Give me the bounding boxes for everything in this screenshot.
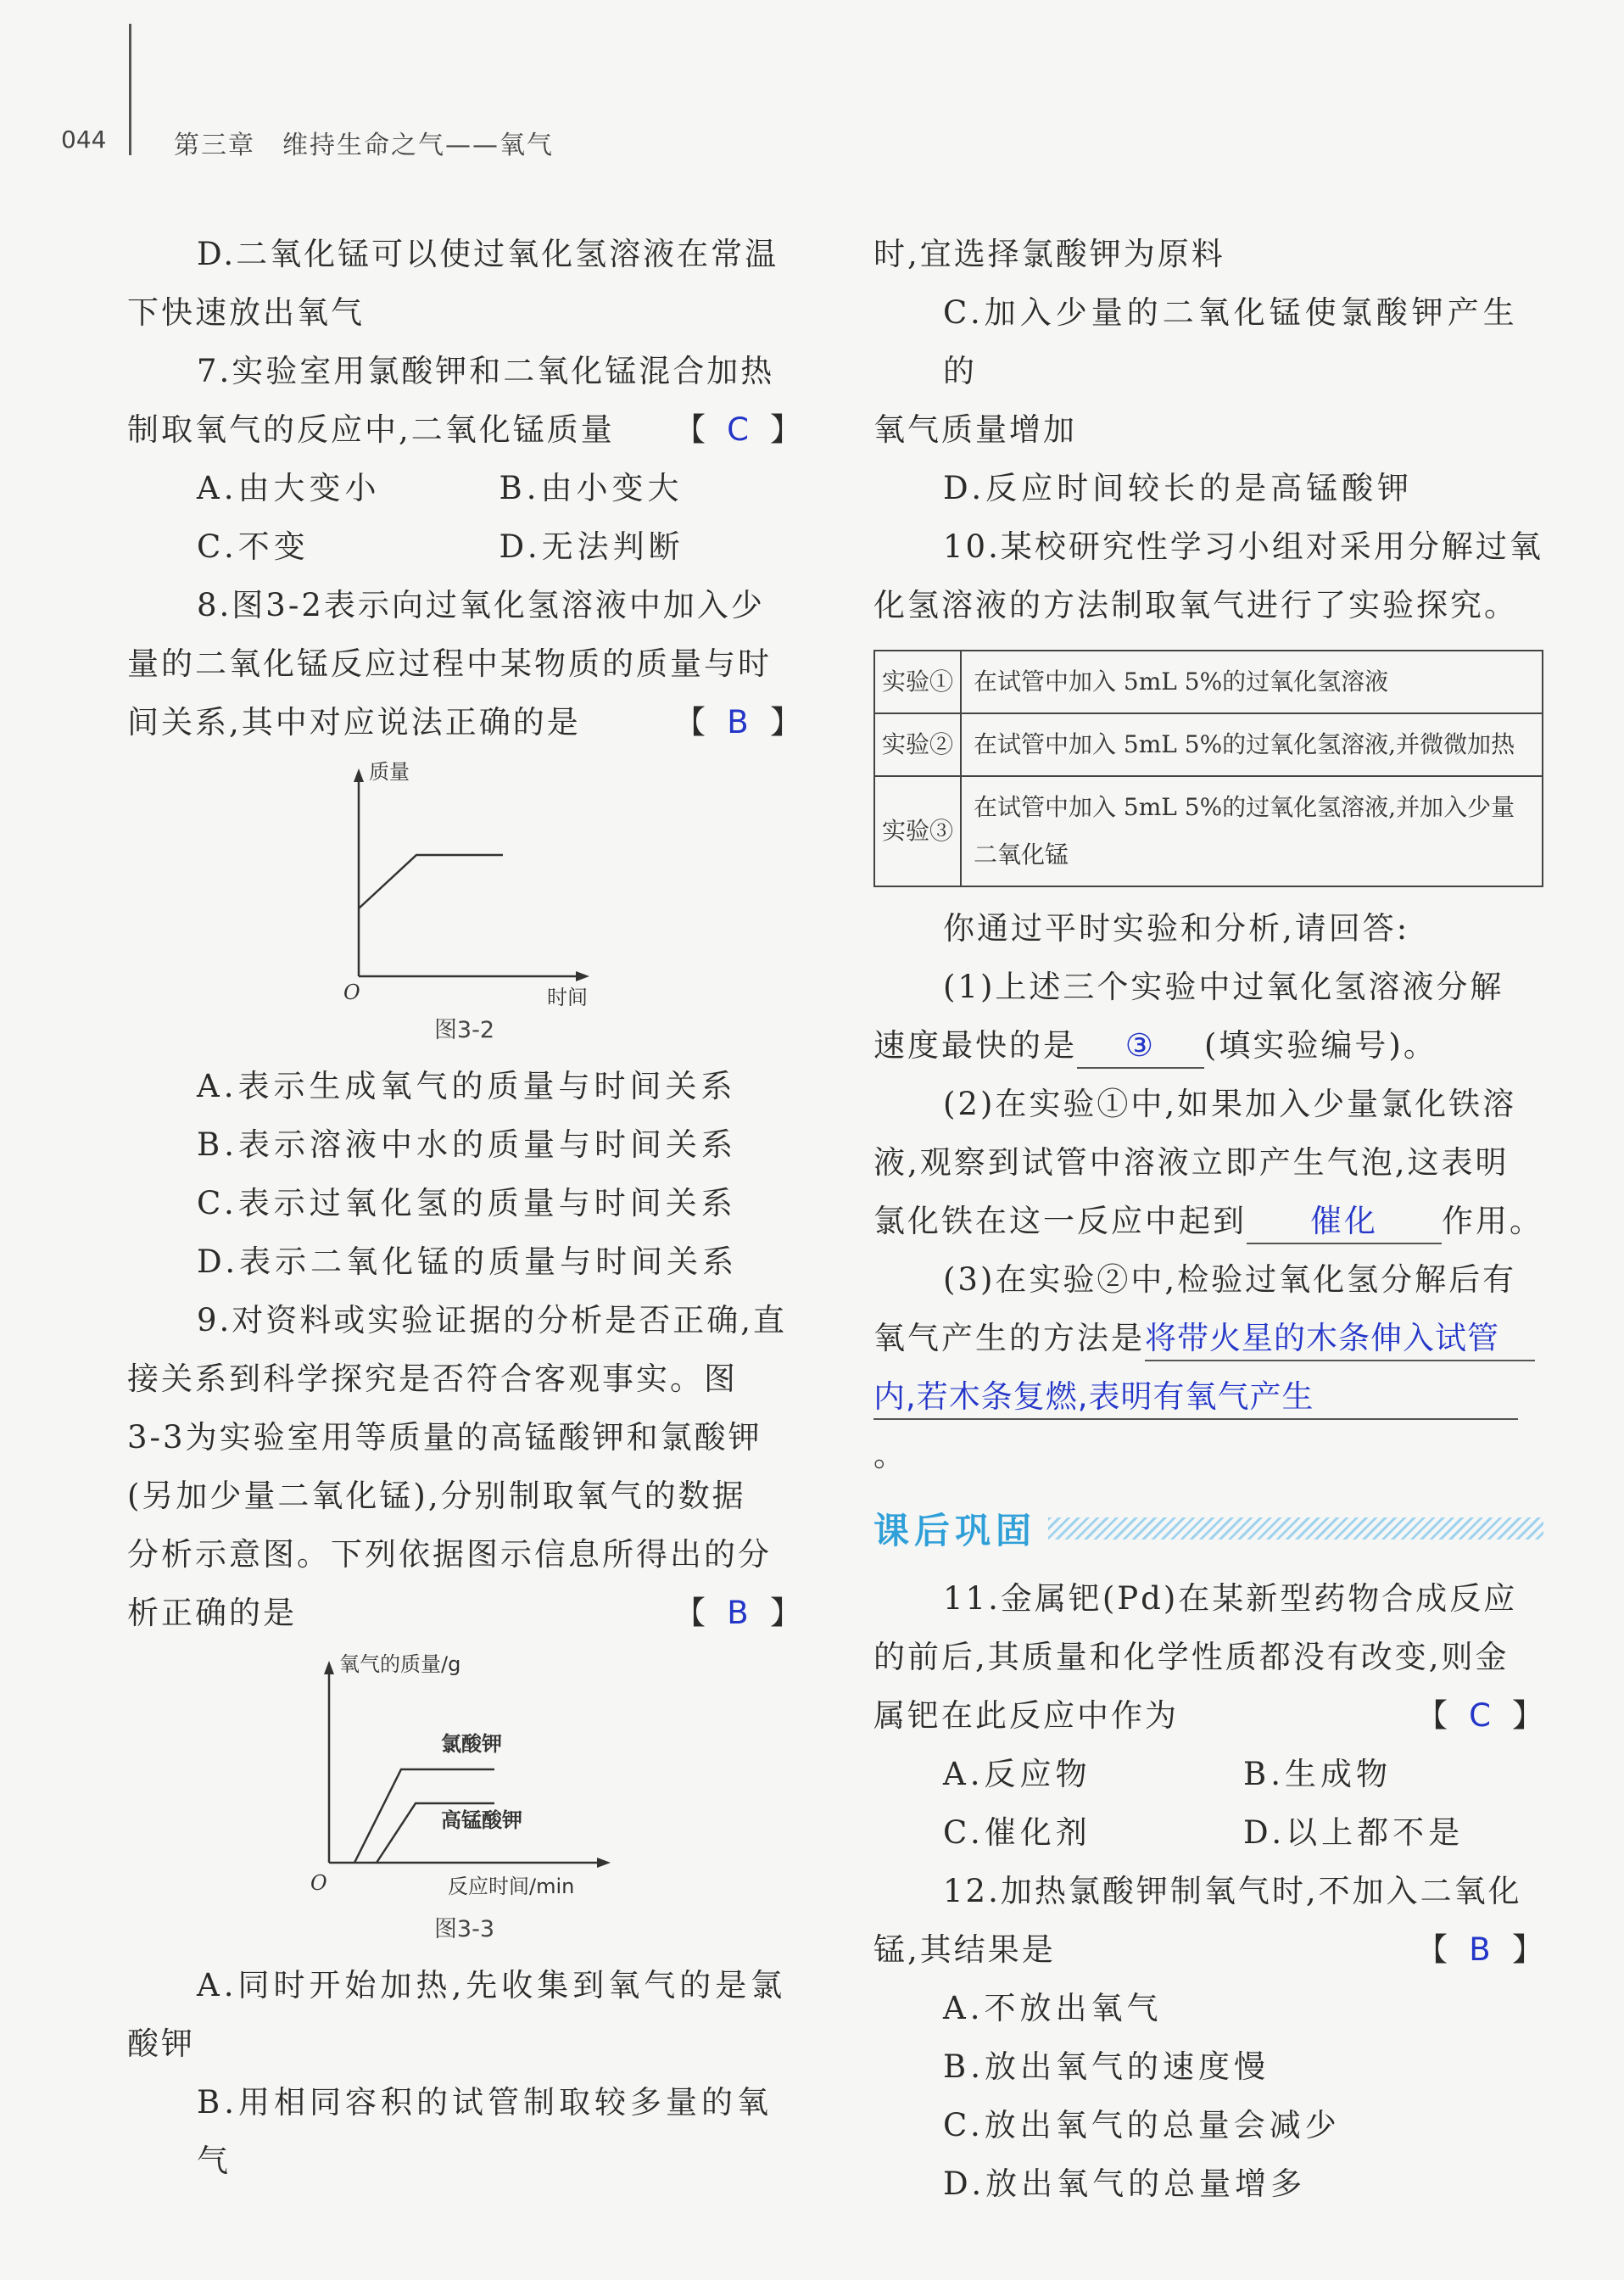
figure-3-3-caption: 图3-3 (433, 1916, 495, 1942)
series-label-permanganate: 高锰酸钾 (440, 1808, 522, 1832)
q12-answer: B (1469, 1931, 1491, 1968)
q7-answer: C (727, 411, 749, 448)
q11-answer-bracket: 【 C 】 (1416, 1697, 1543, 1734)
x-axis-label: 时间 (546, 986, 588, 1006)
q9-option-c-cont: 氧气质量增加 (873, 411, 1077, 448)
q12-stem-line: 锰,其结果是 【 B 】 (873, 1920, 1543, 1979)
q12-stem: 12.加热氯酸钾制氧气时,不加入二氧化 (943, 1873, 1522, 1909)
figure-3-2-caption: 图3-2 (433, 1017, 495, 1043)
y-axis-arrow (354, 768, 364, 782)
y-axis-label: 质量 (368, 760, 410, 784)
q7-answer-bracket: 【 C 】 (674, 411, 801, 448)
q8-option-a: A.表示生成氧气的质量与时间关系 (197, 1068, 737, 1104)
q9-option-b-cont: 时,宜选择氯酸钾为原料 (873, 236, 1225, 272)
table-cell-text: 在试管中加入 5mL 5%的过氧化氢溶液 (961, 651, 1543, 713)
q9-option-a: A.同时开始加热,先收集到氧气的是氯 (197, 1967, 787, 2003)
figure-3-2 (127, 760, 801, 1052)
q10-sub1-answer-line: 速度最快的是 ③ (填实验编号)。 (873, 1016, 1543, 1075)
table-cell-label: 实验③ (874, 776, 961, 886)
y-axis-label: 氧气的质量/g (338, 1652, 460, 1676)
q11-stem-cont: 的前后,其质量和化学性质都没有改变,则金 (873, 1639, 1510, 1675)
series-label-chlorate: 氯酸钾 (440, 1732, 502, 1756)
q10-stem: 10.某校研究性学习小组对采用分解过氧 (943, 528, 1543, 565)
table-cell-label: 实验② (874, 713, 961, 776)
q12-option-a: A.不放出氧气 (943, 1990, 1163, 2026)
q10-sub3-answer-cont: 内,若木条复燃,表明有氧气产生。 (873, 1367, 1543, 1484)
table-row (874, 776, 1543, 886)
q11-options-row2 (873, 1803, 1543, 1862)
mass-curve (359, 855, 503, 908)
option: D.无法判断 (499, 528, 684, 565)
q9-option-b: B.用相同容积的试管制取较多量的氧气 (197, 2084, 773, 2179)
page-number: 044 (61, 126, 107, 154)
q10-intro: 你通过平时实验和分析,请回答: (943, 910, 1410, 947)
y-axis-arrow (324, 1661, 334, 1674)
q10-sub3: (3)在实验②中,检验过氧化氢分解后有 (943, 1261, 1517, 1298)
header-rule (129, 24, 131, 155)
q8-answer: B (727, 704, 749, 740)
q9-stem-cont: (另加少量二氧化锰),分别制取氧气的数据 (127, 1478, 746, 1514)
option: A.反应物 (943, 1756, 1091, 1792)
table-cell-label: 实验① (874, 651, 961, 713)
q9-stem-line: 析正确的是 【 B 】 (127, 1584, 801, 1642)
q12-option-b: B.放出氧气的速度慢 (943, 2048, 1270, 2085)
table-cell-text: 在试管中加入 5mL 5%的过氧化氢溶液,并加入少量二氧化锰 (961, 776, 1543, 886)
option: D.以上都不是 (1243, 1814, 1465, 1851)
x-axis-label: 反应时间/min (447, 1875, 574, 1898)
q9-option-a-cont: 酸钾 (127, 2026, 195, 2062)
q6-option-d-cont: 下快速放出氧气 (127, 294, 365, 331)
x-axis-arrow (597, 1858, 611, 1868)
figure-3-3-graph (295, 1651, 634, 1905)
q7-stem-line: 制取氧气的反应中,二氧化锰质量 【 C 】 (127, 400, 801, 459)
figure-3-3 (127, 1651, 801, 1951)
q8-stem-line: 间关系,其中对应说法正确的是 【 B 】 (127, 693, 801, 752)
q11-answer: C (1469, 1697, 1491, 1734)
q9-option-c: C.加入少量的二氧化锰使氯酸钾产生的 (943, 294, 1519, 389)
q10-sub1-answer: ③ (1077, 1025, 1204, 1069)
table-cell-text: 在试管中加入 5mL 5%的过氧化氢溶液,并微微加热 (961, 713, 1543, 776)
section-title-stripe (1048, 1517, 1543, 1540)
right-column (873, 225, 1543, 2213)
q9-stem: 9.对资料或实验证据的分析是否正确,直 (197, 1302, 788, 1338)
q8-option-d: D.表示二氧化锰的质量与时间关系 (197, 1243, 739, 1280)
q10-stem-cont: 化氢溶液的方法制取氧气进行了实验探究。 (873, 587, 1518, 623)
option: C.催化剂 (943, 1814, 1091, 1851)
q9-stem-cont: 接关系到科学探究是否符合客观事实。图 (127, 1361, 738, 1397)
option: A.由大变小 (197, 470, 381, 506)
option: B.生成物 (1243, 1756, 1392, 1792)
q10-sub2-answer-line: 氯化铁在这一反应中起到 催化 作用。 (873, 1192, 1543, 1250)
q10-sub1: (1)上述三个实验中过氧化氢溶液分解 (943, 969, 1504, 1005)
q10-sub3-answer: 将带火星的木条伸入试管 (1145, 1317, 1535, 1361)
q6-option-d: D.二氧化锰可以使过氧化氢溶液在常温 (197, 236, 779, 272)
section-title (873, 1503, 1543, 1554)
q12-option-c: C.放出氧气的总量会减少 (943, 2107, 1341, 2143)
page-header (0, 0, 1624, 170)
chapter-title: 第三章 维持生命之气——氧气 (174, 131, 554, 160)
table-row (874, 713, 1543, 776)
q11-stem: 11.金属钯(Pd)在某新型药物合成反应 (943, 1580, 1518, 1617)
q10-sub3-answer-cont: 内,若木条复燃,表明有氧气产生 (873, 1376, 1518, 1420)
q10-sub3-answer-line: 氧气产生的方法是将带火星的木条伸入试管 (873, 1309, 1543, 1367)
q8-stem-cont: 量的二氧化锰反应过程中某物质的质量与时 (127, 645, 772, 682)
q11-stem-line: 属钯在此反应中作为 【 C 】 (873, 1686, 1543, 1745)
q9-stem-cont: 3-3为实验室用等质量的高锰酸钾和氯酸钾 (127, 1419, 762, 1456)
q9-option-d: D.反应时间较长的是高锰酸钾 (943, 470, 1414, 506)
q9-answer-bracket: 【 B 】 (674, 1595, 801, 1631)
q8-option-c: C.表示过氧化氢的质量与时间关系 (197, 1185, 737, 1221)
q12-option-d: D.放出氧气的总量增多 (943, 2165, 1307, 2202)
origin-label: O (343, 981, 360, 1004)
q12-answer-bracket: 【 B 】 (1416, 1931, 1543, 1968)
option: C.不变 (197, 528, 310, 565)
table-row (874, 651, 1543, 713)
q10-sub2-answer: 催化 (1247, 1200, 1442, 1244)
q8-answer-bracket: 【 B 】 (674, 704, 801, 740)
section-title-text: 课后巩固 (873, 1510, 1037, 1551)
left-column (127, 225, 801, 2190)
q11-options-row1 (873, 1745, 1543, 1803)
x-axis-arrow (576, 971, 589, 981)
q9-answer: B (727, 1595, 749, 1631)
origin-label: O (310, 1871, 327, 1895)
experiment-table (873, 650, 1543, 887)
q10-sub2: (2)在实验①中,如果加入少量氯化铁溶 (943, 1086, 1517, 1122)
option: B.由小变大 (499, 470, 684, 506)
figure-3-2-graph (325, 760, 605, 1006)
q10-sub2-cont: 液,观察到试管中溶液立即产生气泡,这表明 (873, 1144, 1510, 1181)
q9-stem-cont: 分析示意图。下列依据图示信息所得出的分 (127, 1536, 772, 1573)
q7-options-row2 (127, 517, 801, 576)
q7-options-row1 (127, 459, 801, 517)
q8-option-b: B.表示溶液中水的质量与时间关系 (197, 1126, 737, 1163)
q8-stem: 8.图3-2表示向过氧化氢溶液中加入少 (197, 587, 765, 623)
q7-stem: 7.实验室用氯酸钾和二氧化锰混合加热 (197, 353, 775, 389)
